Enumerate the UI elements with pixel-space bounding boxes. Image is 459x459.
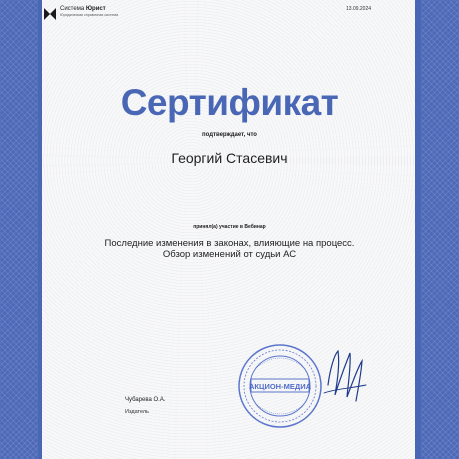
svg-text:АКЦИОН-МЕДИА: АКЦИОН-МЕДИА bbox=[248, 382, 312, 391]
signer-name: Чубарева О.А. bbox=[125, 397, 166, 403]
webinar-topic-line-2: Обзор изменений от судьи АС bbox=[162, 249, 297, 260]
signer-role: Издатель bbox=[125, 409, 149, 415]
participation-text: принял(а) участие в Вебинар bbox=[193, 224, 266, 230]
logo bbox=[44, 6, 118, 20]
logo-brand: Система bbox=[60, 6, 85, 12]
signature bbox=[320, 345, 370, 407]
logo-title bbox=[60, 6, 118, 13]
confirms-text: подтверждает, что bbox=[202, 132, 257, 138]
logo-subtitle: Юридическая справочная система bbox=[60, 13, 119, 17]
recipient-name: Георгий Стасевич bbox=[171, 150, 288, 166]
logo-brand-bold: Юрист bbox=[85, 6, 106, 12]
webinar-topic bbox=[0, 238, 459, 260]
logo-icon bbox=[44, 8, 56, 20]
certificate-title: Сертификат bbox=[120, 82, 339, 123]
stamp-seal bbox=[237, 343, 323, 429]
issue-date: 13.09.2024 bbox=[346, 6, 372, 12]
webinar-topic-line-1: Последние изменения в законах, влияющие на процесс. bbox=[104, 238, 355, 249]
